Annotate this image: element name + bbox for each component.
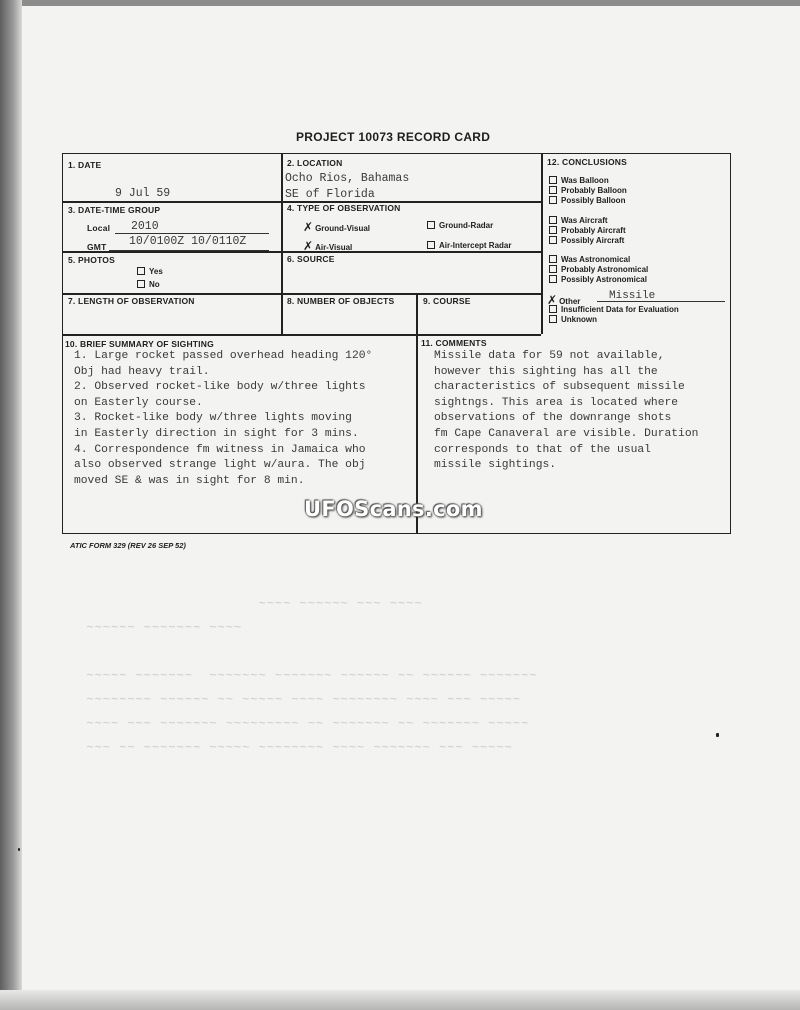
other-value: Missile — [609, 290, 656, 302]
summary-text — [74, 349, 372, 489]
photos-yes-option: Yes — [137, 267, 163, 276]
summary-line: 4. Correspondence fm witness in Jamaica who — [74, 443, 366, 456]
photos-no-option: No — [137, 280, 160, 289]
comments-text — [434, 349, 698, 474]
date-label: 1. DATE — [68, 160, 102, 170]
summary-line: 2. Observed rocket-like body w/three lights — [74, 381, 366, 394]
record-card — [62, 153, 731, 534]
conclusions-label: 12. CONCLUSIONS — [547, 157, 627, 167]
local-value: 2010 — [131, 220, 159, 233]
summary-line: also observed strange light w/aura. The obj — [74, 459, 366, 472]
conclusion-was-aircraft: Was Aircraft — [549, 216, 608, 225]
photos-yes-checkbox — [137, 267, 145, 275]
date-value: 9 Jul 59 — [115, 187, 171, 200]
ground-visual-checkmark: ✗ — [303, 220, 314, 234]
photos-no-checkbox — [137, 280, 145, 288]
datetime-label: 3. DATE-TIME GROUP — [68, 205, 161, 215]
conclusion-insufficient-data: Insufficient Data for Evaluation — [549, 305, 679, 314]
course-label: 9. COURSE — [423, 296, 471, 306]
summary-line: in Easterly direction in sight for 3 mins. — [74, 427, 359, 440]
location-label: 2. LOCATION — [287, 158, 343, 168]
summary-label: 10. BRIEF SUMMARY OF SIGHTING — [65, 339, 214, 349]
divider-col-right — [541, 154, 543, 334]
watermark: UFOScans.com — [304, 497, 483, 521]
conclusion-unknown: Unknown — [549, 315, 597, 324]
ground-radar-option: Ground-Radar — [427, 221, 493, 230]
conclusion-probably-aircraft: Probably Aircraft — [549, 226, 626, 235]
bleed-through-text: ~~~~ ~~~~~~ ~~~ ~~~~ ~~~~~~ ~~~~~~~ ~~~~ ~~~~~ ~~~~~~~ ~~~~~~~ ~~~~~~~ ~~~~~~ ~~ ~~~~~~ ~~~~~~~ ~~~~~~~~ ~~~~~~ ~~ ~~~~~ ~~~~ ~~~~~~~~ ~~~~ ~~~ ~~~~~ ~~~~ ~~~ ~~~~~~~ ~~~~~~~~~ ~~ ~~~~~~~ ~~ ~~~~~~~ ~~~~~ ~~~ ~~ ~~~~~~~ ~~~~~ ~~~~~~~~ ~~~~ ~~~~~~~ ~~~ ~~~~~ — [86, 597, 538, 755]
source-label: 6. SOURCE — [287, 254, 335, 264]
conclusion-possibly-aircraft: Possibly Aircraft — [549, 236, 624, 245]
gmt-label: GMT — [87, 242, 107, 252]
comments-line: missile sightings. — [434, 459, 557, 472]
divider-row4 — [63, 334, 541, 336]
observation-type-label: 4. TYPE OF OBSERVATION — [287, 203, 401, 213]
summary-line: on Easterly course. — [74, 396, 203, 409]
summary-line: Obj had heavy trail. — [74, 365, 210, 378]
summary-line: 1. Large rocket passed overhead heading 120° — [74, 350, 373, 362]
comments-label: 11. COMMENTS — [421, 338, 487, 348]
conclusion-probably-astronomical: Probably Astronomical — [549, 265, 648, 274]
ground-visual-option: ✗ Ground-Visual — [303, 220, 371, 234]
other-checkmark: ✗ — [547, 293, 558, 307]
ground-radar-checkbox — [427, 221, 435, 229]
scan-speck — [716, 733, 719, 737]
objects-label: 8. NUMBER OF OBJECTS — [287, 296, 395, 306]
form-footer: ATIC FORM 329 (REV 26 SEP 52) — [70, 541, 186, 550]
conclusion-possibly-astronomical: Possibly Astronomical — [549, 275, 647, 284]
comments-line: however this sighting has all the — [434, 365, 658, 378]
scan-edge-left — [0, 0, 22, 1010]
scan-edge-bottom — [0, 990, 800, 1010]
photos-label: 5. PHOTOS — [68, 255, 115, 265]
location-line2: SE of Florida — [285, 188, 375, 201]
gmt-value: 10/0100Z 10/0110Z — [129, 235, 247, 248]
comments-line: observations of the downrange shots — [434, 412, 672, 425]
conclusion-was-astronomical: Was Astronomical — [549, 255, 630, 264]
comments-line: sightngs. This area is located where — [434, 396, 679, 409]
conclusion-other: ✗ Other — [547, 293, 581, 307]
divider-col-left — [281, 154, 283, 334]
summary-line: moved SE & was in sight for 8 min. — [74, 474, 305, 487]
summary-line: 3. Rocket-like body w/three lights moving — [74, 412, 352, 425]
scan-speck — [18, 848, 20, 851]
comments-line: Missile data for 59 not available, — [434, 350, 665, 362]
conclusion-possibly-balloon: Possibly Balloon — [549, 196, 625, 205]
comments-line: characteristics of subsequent missile — [434, 381, 685, 394]
length-label: 7. LENGTH OF OBSERVATION — [68, 296, 195, 306]
local-label: Local — [87, 223, 111, 233]
air-visual-option: ✗ Air-Visual — [303, 239, 353, 253]
local-underline — [115, 233, 269, 234]
divider-row3 — [63, 293, 541, 295]
divider-course — [416, 293, 418, 334]
air-intercept-option: Air-Intercept Radar — [427, 241, 511, 250]
location-line1: Ocho Rios, Bahamas — [285, 172, 410, 185]
gmt-underline — [109, 250, 269, 251]
air-visual-checkmark: ✗ — [303, 239, 314, 253]
scan-edge-top — [0, 0, 800, 6]
divider-row2 — [63, 251, 541, 253]
comments-line: fm Cape Canaveral are visible. Duration — [434, 427, 699, 440]
air-intercept-checkbox — [427, 241, 435, 249]
conclusion-probably-balloon: Probably Balloon — [549, 186, 627, 195]
conclusion-was-balloon: Was Balloon — [549, 176, 609, 185]
comments-line: corresponds to that of the usual — [434, 443, 651, 456]
card-title: PROJECT 10073 RECORD CARD — [296, 130, 491, 144]
